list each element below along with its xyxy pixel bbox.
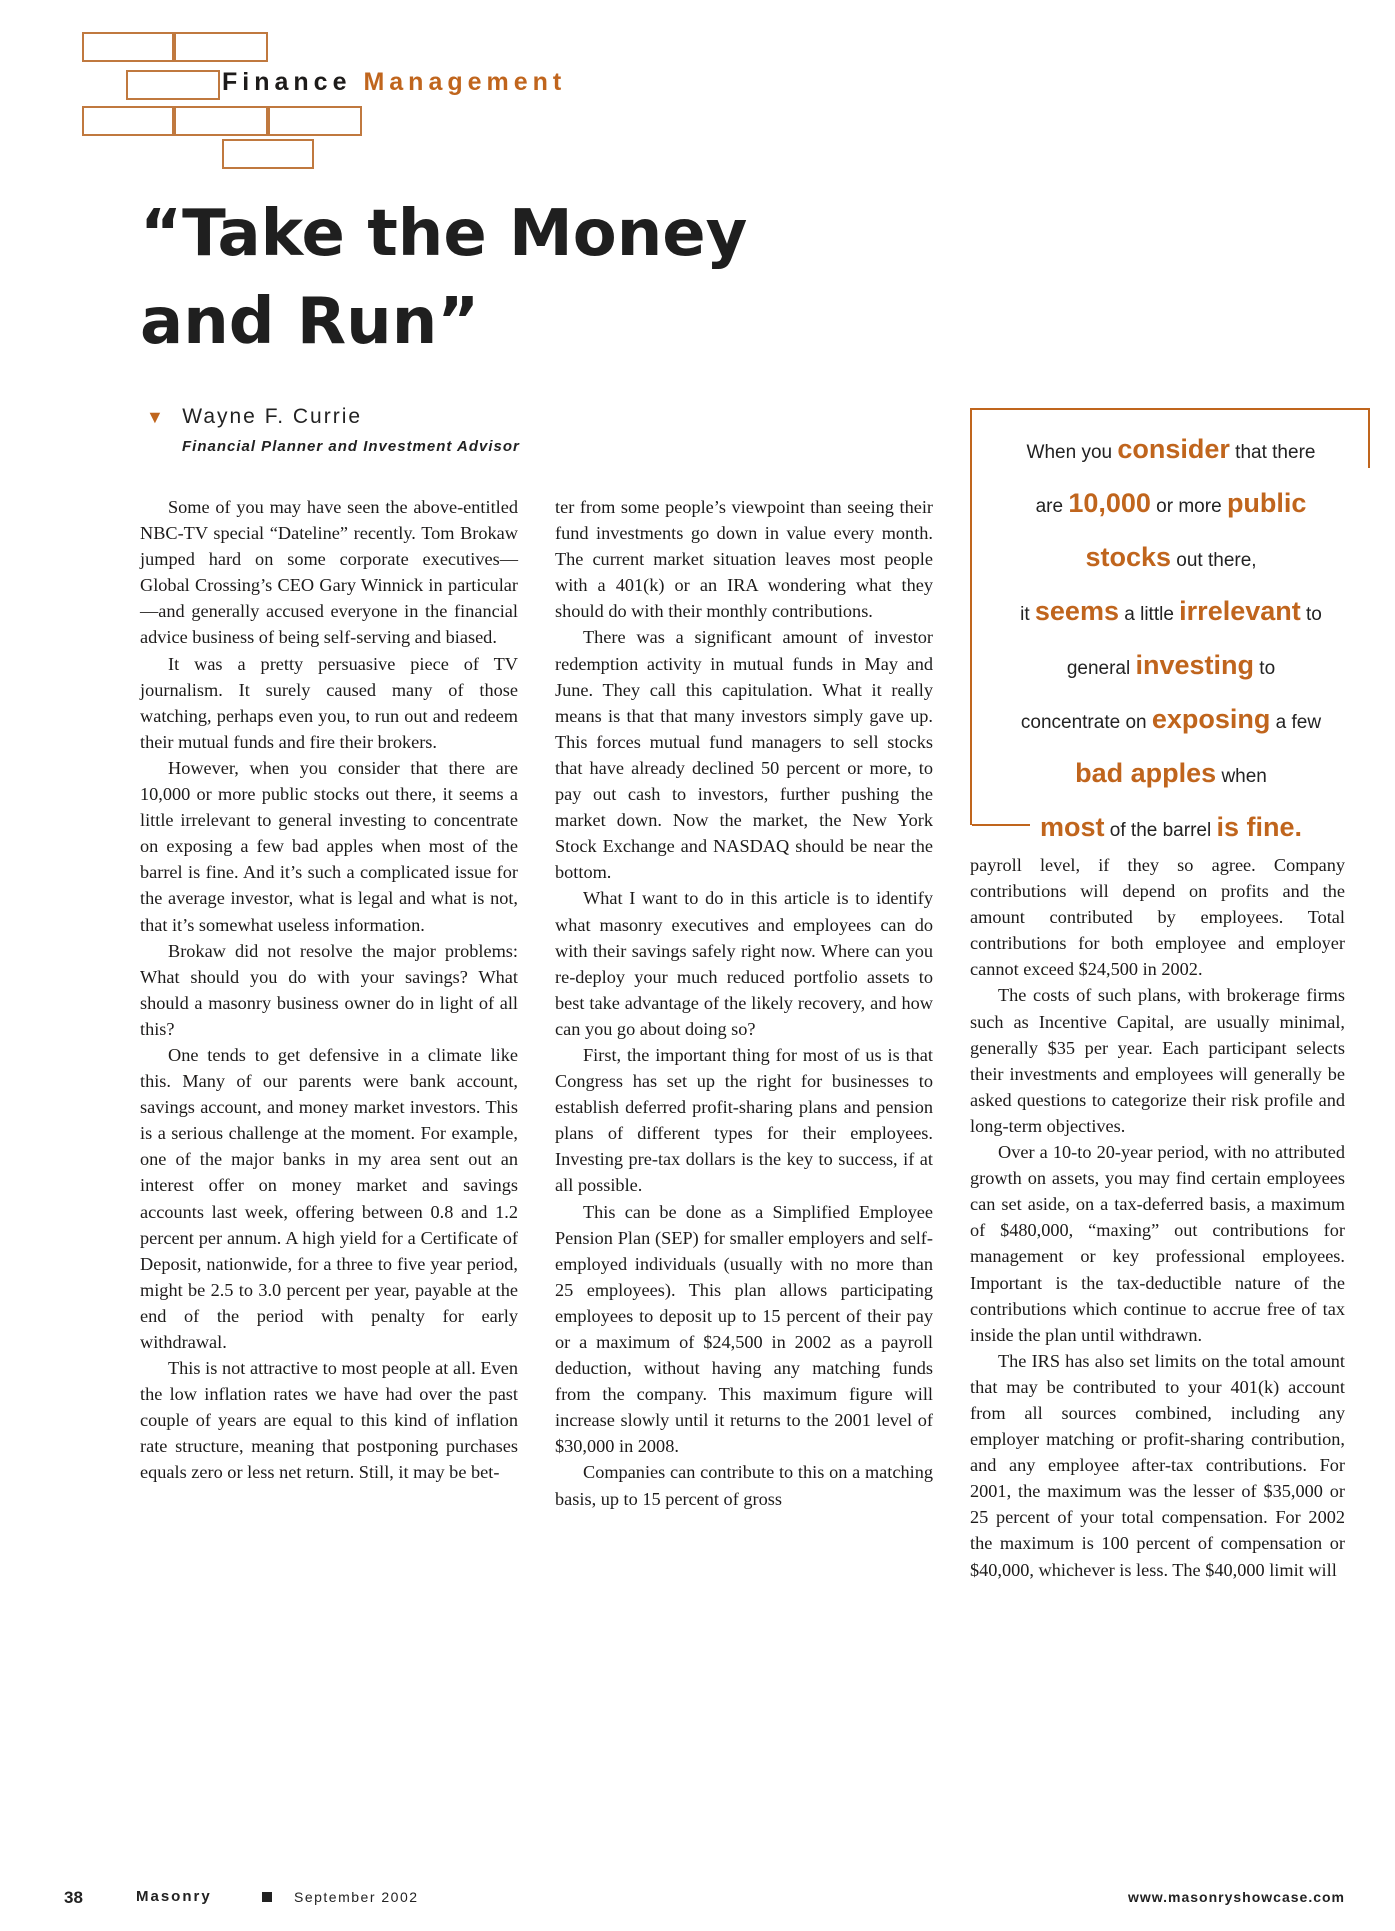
pull-quote-line: [986, 694, 1356, 748]
pull-quote-line: [986, 532, 1356, 586]
page-number: 38: [64, 1888, 83, 1907]
article-column-2: [555, 494, 933, 1512]
pq-highlight: irrelevant: [1179, 596, 1301, 626]
brick: [268, 106, 362, 136]
pull-quote-text: [986, 424, 1356, 856]
pull-quote-line: [986, 802, 1356, 856]
pq-text: a little: [1118, 604, 1180, 625]
article-title-line-1: “Take the Money: [140, 197, 748, 271]
paragraph: There was a significant amount of investor redemption activity in mutual funds in May and June. They call this capitulation. What it really means is that that many investors simply gave up. This forces mutual fund managers to sell stocks that have already declined 50 percent or more, to pay out cash to investors, further pushing the market down. Now the market, the New York Stock Exchange and NASDAQ should be near the bottom.: [555, 627, 933, 883]
paragraph: However, when you consider that there are 10,000 or more public stocks out there, it seems a little irrelevant to general investing to concentrate on exposing a few bad apples when most of the barrel is fine. And it’s such a complicated issue for the average investor, what is legal and what is not, that it’s somewhat useless information.: [140, 757, 518, 935]
pq-text: or more: [1150, 496, 1227, 517]
pull-quote-line: [986, 424, 1356, 478]
byline: [148, 405, 520, 455]
pq-text: are: [1035, 496, 1069, 517]
pq-highlight: is fine.: [1216, 812, 1302, 842]
pull-quote-line: [986, 586, 1356, 640]
issue-date: September 2002: [294, 1889, 419, 1905]
pq-text: out there,: [1171, 550, 1257, 571]
brick: [174, 32, 268, 62]
triangle-down-icon: ▼: [146, 407, 164, 427]
author-name: Wayne F. Currie: [182, 405, 363, 428]
paragraph: This is not attractive to most people at all. Even the low inflation rates we have had over the past couple of years are equal to this kind of inflation rate structure, meaning that postponing purchases equals zero or less net return. Still, it may be bet-: [140, 1358, 518, 1483]
section-word-management: Management: [363, 68, 567, 96]
pq-highlight: stocks: [1085, 542, 1171, 572]
paragraph-continued: payroll level, if they so agree. Company contributions will depend on profits and the amount contributed by employees. Total contributions for both employee and employer cannot exceed $24,500 in 2002.: [970, 855, 1345, 980]
pq-text: when: [1216, 766, 1267, 787]
square-bullet-icon: [262, 1892, 272, 1902]
brick: [82, 106, 174, 136]
pq-highlight: exposing: [1151, 704, 1271, 734]
author-role: Financial Planner and Investment Advisor: [182, 438, 520, 455]
pq-text: to: [1254, 658, 1276, 679]
pq-highlight: consider: [1117, 434, 1230, 464]
pq-highlight: 10,000: [1068, 488, 1151, 518]
brick: [222, 139, 314, 169]
brick: [174, 106, 268, 136]
article-title: [140, 190, 1040, 366]
pull-quote-line: [986, 748, 1356, 802]
article-title-line-2: and Run”: [140, 285, 480, 359]
paragraph: What I want to do in this article is to identify what masonry executives and employees can do with their savings safely right now. Where can you re-deploy your much reduced portfolio assets to best take advantage of the likely recovery, and how can you go about doing so?: [555, 888, 933, 1039]
pq-text: When you: [1026, 442, 1118, 463]
pq-text: general: [1066, 658, 1136, 679]
paragraph: First, the important thing for most of us is that Congress has set up the right for businesses to establish deferred profit-sharing plans and pension plans of different types for their employees. Investing pre-tax dollars is the key to success, if at all possible.: [555, 1044, 933, 1196]
magazine-name: Masonry: [136, 1888, 212, 1905]
pull-quote-line: [986, 478, 1356, 532]
paragraph: It was a pretty persuasive piece of TV journalism. It surely caused many of those watching, perhaps even you, to run out and redeem their mutual funds and fire their brokers.: [140, 653, 518, 752]
pq-text: a few: [1270, 712, 1322, 733]
page-footer: [64, 1888, 1345, 1912]
paragraph-continued: ter from some people’s viewpoint than seeing their fund investments go down in value every month. The current market situation leaves most people with a 401(k) or an IRA wondering what they should do with their monthly contributions.: [555, 497, 933, 622]
brick: [82, 32, 174, 62]
article-column-3: [970, 852, 1345, 1583]
paragraph: Some of you may have seen the above-entitled NBC-TV special “Dateline” recently. Tom Brokaw jumped hard on some corporate executives—Global Crossing’s CEO Gary Winnick in particular—and generally accused everyone in the financial advice business of being self-serving and biased.: [140, 497, 518, 648]
pq-text: of the barrel: [1104, 820, 1217, 841]
pq-highlight: investing: [1135, 650, 1255, 680]
pq-text: concentrate on: [1020, 712, 1152, 733]
paragraph: The costs of such plans, with brokerage firms such as Incentive Capital, are usually minimal, generally $35 per year. Each participant selects their investments and employees will generally be asked questions to categorize their risk profile and long-term objectives.: [970, 985, 1345, 1136]
pull-quote: [970, 408, 1370, 842]
pq-highlight: bad apples: [1075, 758, 1217, 788]
section-label: [222, 68, 566, 97]
article-column-1: [140, 494, 518, 1486]
pq-text: it: [1020, 604, 1035, 625]
pq-text: to: [1300, 604, 1322, 625]
pull-quote-border-accent: [1368, 410, 1370, 468]
paragraph: The IRS has also set limits on the total amount that may be contributed to your 401(k) account from all sources combined, including any employer matching or profit-sharing contribution, and any employee after-tax contributions. For 2001, the maximum was the lesser of $35,000 or 25 percent of your total compensation. For 2002 the maximum is 100 percent of compensation or $40,000, whichever is less. The $40,000 limit will: [970, 1350, 1345, 1580]
paragraph: Brokaw did not resolve the major problems: What should you do with your savings? What should a masonry business owner do in light of all this?: [140, 940, 518, 1039]
pq-highlight: most: [1040, 812, 1105, 842]
section-word-finance: Finance: [222, 68, 352, 96]
paragraph: One tends to get defensive in a climate like this. Many of our parents were bank account, savings account, and money market investors. This is a serious challenge at the moment. For example, one of the major banks in my area sent out an interest offer on money market and savings accounts last week, offering between 0.8 and 1.2 percent per annum. A high yield for a Certificate of Deposit, nationwide, for a three to five year period, might be 2.5 to 3.0 percent per year, payable at the end of the period with penalty for early withdrawal.: [140, 1044, 518, 1352]
paragraph: This can be done as a Simplified Employee Pension Plan (SEP) for smaller employers and self-employed individuals (usually with no more than 25 employees). This plan allows participating employees to deposit up to 15 percent of their pay or a maximum of $24,500 in 2002 as a payroll deduction, without having any matching funds from the company. This maximum figure will increase slowly until it returns to the 2001 level of $30,000 in 2008.: [555, 1201, 933, 1457]
brick: [126, 70, 220, 100]
pq-highlight: seems: [1034, 596, 1119, 626]
pq-highlight: public: [1226, 488, 1307, 518]
paragraph: Companies can contribute to this on a matching basis, up to 15 percent of gross: [555, 1462, 933, 1509]
pq-text: that there: [1229, 442, 1316, 463]
pull-quote-line: [986, 640, 1356, 694]
website-url: www.masonryshowcase.com: [1128, 1889, 1345, 1905]
paragraph: Over a 10-to 20-year period, with no attributed growth on assets, you may find certain employees can set aside, on a tax-deferred basis, a maximum of $480,000, “maxing” out contributions for management or key professional employees. Important is the tax-deductible nature of the contributions which continue to accrue free of tax inside the plan until withdrawn.: [970, 1142, 1345, 1345]
